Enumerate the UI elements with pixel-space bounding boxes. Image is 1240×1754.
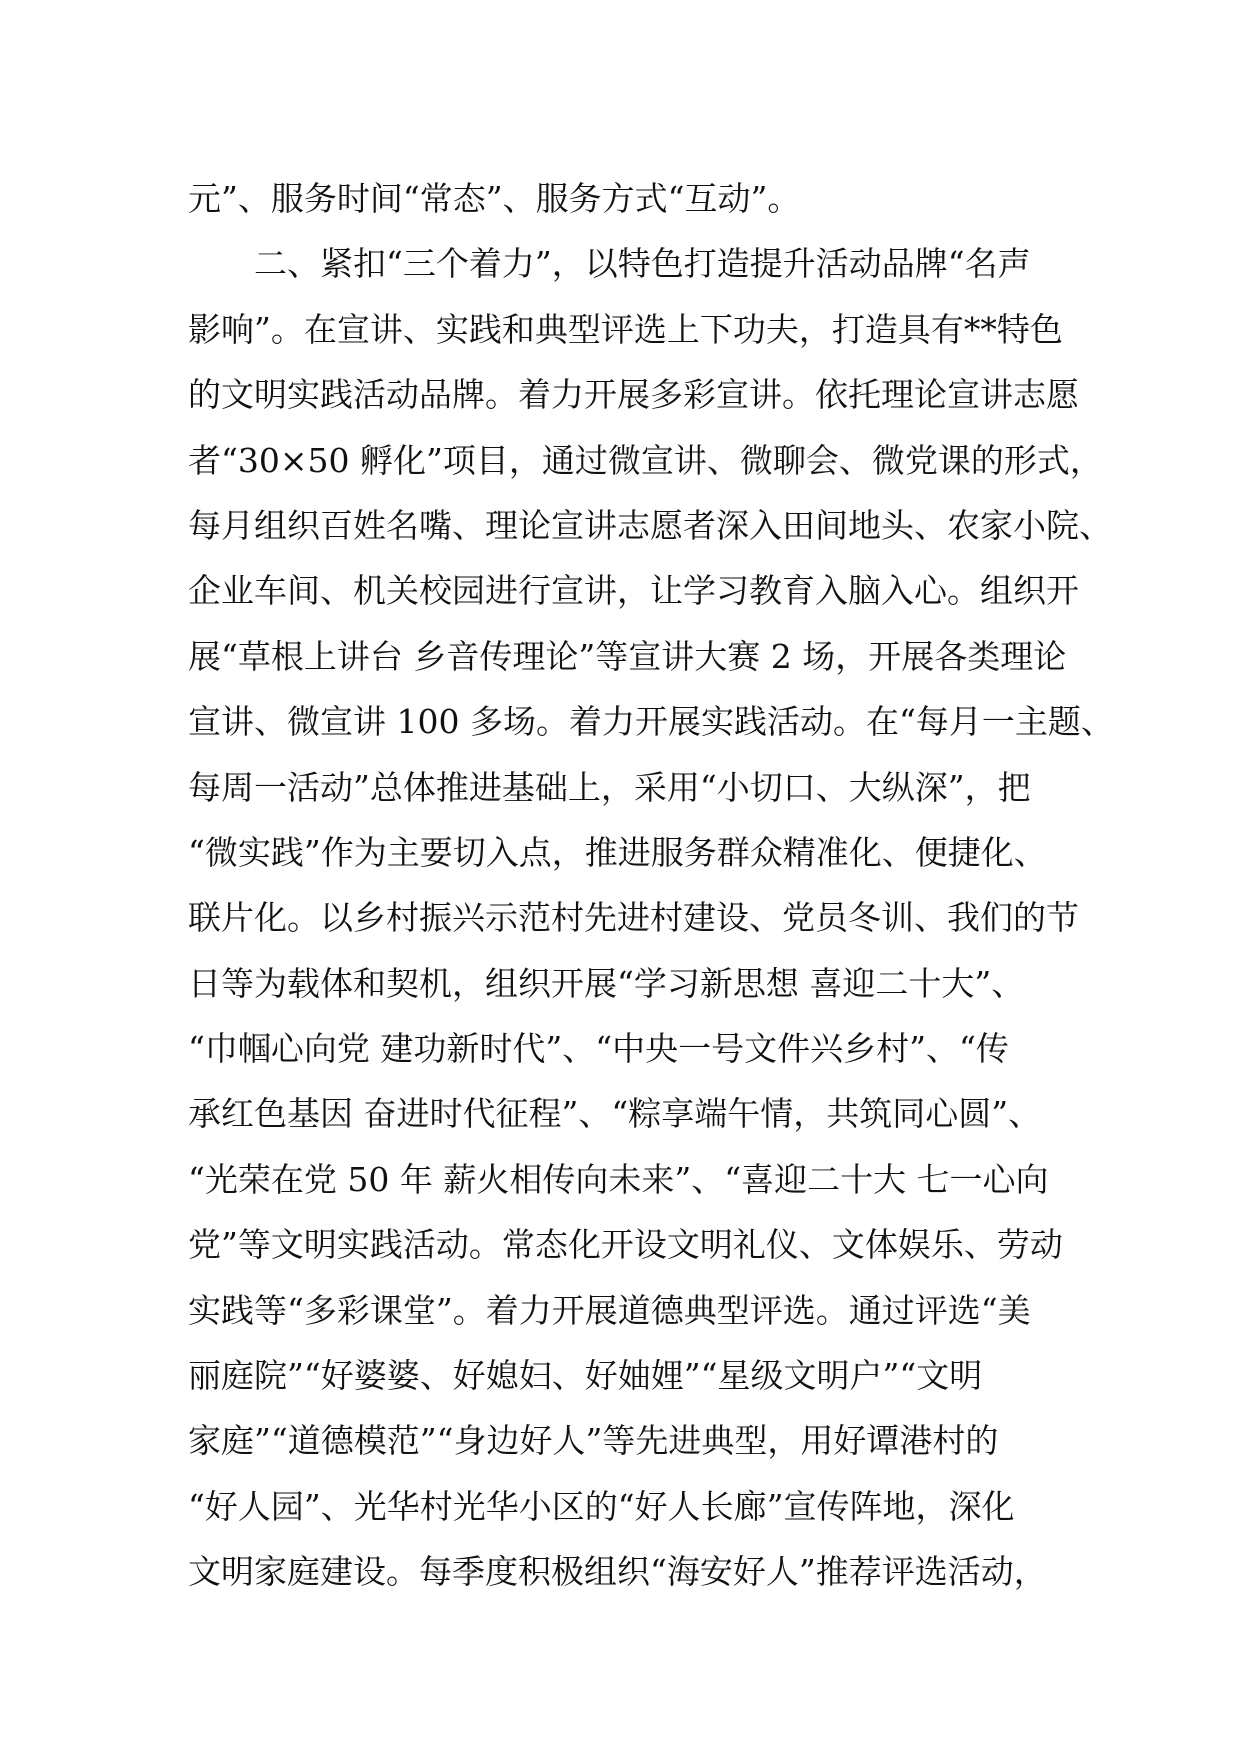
text-line: 元”、服务时间“常态”、服务方式“互动”。 [188, 179, 801, 218]
text-line: 影响”。在宣讲、实践和典型评选上下功夫，打造具有**特色 [188, 309, 1063, 349]
text-line: 承红色基因 奋进时代征程”、“粽享端午情，共筑同心圆”、 [188, 1094, 1042, 1134]
text-line: 者“30×50 孵化”项目，通过微宣讲、微聊会、微党课的形式， [188, 440, 1103, 480]
text-line: 日等为载体和契机，组织开展“学习新思想 喜迎二十大”、 [188, 963, 1025, 1003]
text-line: 丽庭院”“好婆婆、好媳妇、好妯娌”“星级文明户”“文明 [188, 1356, 983, 1396]
text-line: 每月组织百姓名嘴、理论宣讲志愿者深入田间地头、农家小院、 [188, 505, 1112, 545]
text-line: 联片化。以乡村振兴示范村先进村建设、党员冬训、我们的节 [188, 898, 1079, 938]
text-line: 文明家庭建设。每季度积极组织“海安好人”推荐评选活动， [188, 1552, 1047, 1592]
text-line: “微实践”作为主要切入点，推进服务群众精准化、便捷化、 [188, 832, 1047, 872]
text-line: 的文明实践活动品牌。着力开展多彩宣讲。依托理论宣讲志愿 [188, 375, 1079, 415]
text-line: 二、紧扣“三个着力”，以特色打造提升活动品牌“名声 [188, 244, 1031, 284]
text-line: 实践等“多彩课堂”。着力开展道德典型评选。通过评选“美 [188, 1290, 1031, 1330]
text-line: “巾帼心向党 建功新时代”、“中央一号文件兴乡村”、“传 [188, 1029, 1009, 1069]
text-line: 家庭”“道德模范”“身边好人”等先进典型，用好谭港村的 [188, 1421, 999, 1461]
body-text [188, 166, 1114, 1605]
text-line: “好人园”、光华村光华小区的“好人长廊”宣传阵地，深化 [188, 1486, 1015, 1526]
text-line: “光荣在党 50 年 薪火相传向未来”、“喜迎二十大 七一心向 [188, 1159, 1049, 1199]
text-line: 党”等文明实践活动。常态化开设文明礼仪、文体娱乐、劳动 [188, 1225, 1063, 1265]
text-line: 企业车间、机关校园进行宣讲，让学习教育入脑入心。组织开 [188, 571, 1079, 611]
text-line: 展“草根上讲台 乡音传理论”等宣讲大赛 2 场，开展各类理论 [188, 636, 1067, 676]
text-line: 每周一活动”总体推进基础上，采用“小切口、大纵深”，把 [188, 767, 1031, 807]
text-line: 宣讲、微宣讲 100 多场。着力开展实践活动。在“每月一主题、 [188, 702, 1114, 742]
